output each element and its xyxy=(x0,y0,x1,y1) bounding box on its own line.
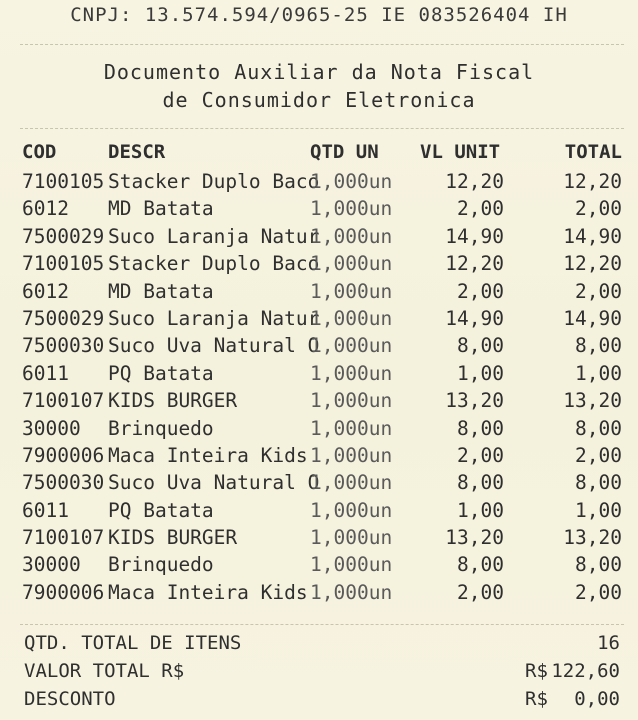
item-quantity: 1,000un xyxy=(310,416,393,440)
table-row xyxy=(0,417,638,444)
item-code: 7500029 xyxy=(22,224,105,248)
item-code: 7100107 xyxy=(22,526,105,550)
total-value-amount: 122,60 xyxy=(551,660,620,682)
separator xyxy=(20,128,624,129)
item-total: 13,20 xyxy=(563,389,622,413)
item-total: 8,00 xyxy=(575,416,622,440)
total-value-label: VALOR TOTAL R$ xyxy=(24,660,185,682)
table-row xyxy=(0,280,638,307)
item-unit-price: 8,00 xyxy=(457,416,504,440)
item-quantity: 1,000un xyxy=(310,252,393,276)
item-unit-price: 1,00 xyxy=(457,361,504,385)
item-unit-price: 2,00 xyxy=(457,443,504,467)
item-total: 12,20 xyxy=(563,170,622,193)
table-row xyxy=(0,471,638,498)
item-total: 2,00 xyxy=(575,443,622,467)
item-quantity: 1,000un xyxy=(310,580,393,604)
item-unit-price: 8,00 xyxy=(457,553,504,577)
item-description: Maca Inteira Kids xyxy=(108,580,308,604)
item-unit-price: 1,00 xyxy=(457,498,504,522)
item-unit-price: 13,20 xyxy=(445,389,504,413)
item-description: MD Batata xyxy=(108,197,214,221)
item-total: 2,00 xyxy=(575,580,622,604)
item-total: 13,20 xyxy=(563,526,622,550)
item-quantity: 1,000un xyxy=(310,279,393,303)
item-total: 14,90 xyxy=(563,306,622,330)
table-row xyxy=(0,307,638,334)
item-description: Maca Inteira Kids xyxy=(108,443,308,467)
item-unit-price: 14,90 xyxy=(445,306,504,330)
item-unit-price: 8,00 xyxy=(457,334,504,358)
item-code: 7500030 xyxy=(22,471,105,495)
table-row xyxy=(0,389,638,416)
item-list xyxy=(0,170,638,608)
item-code: 7500030 xyxy=(22,334,105,358)
item-quantity: 1,000un xyxy=(310,197,393,221)
item-unit-price: 2,00 xyxy=(457,580,504,604)
discount-currency: R$ xyxy=(525,688,548,710)
item-quantity: 1,000un xyxy=(310,334,393,358)
table-row xyxy=(0,581,638,608)
doc-title-line-2: de Consumidor Eletronica xyxy=(162,88,476,112)
table-row xyxy=(0,225,638,252)
item-quantity: 1,000un xyxy=(310,471,393,495)
column-header-descr: DESCR xyxy=(108,141,166,163)
item-total: 1,00 xyxy=(575,361,622,385)
item-description: MD Batata xyxy=(108,279,214,303)
item-code: 7100105 xyxy=(22,252,105,276)
item-description: Stacker Duplo Baco xyxy=(108,170,320,193)
item-total: 12,20 xyxy=(563,252,622,276)
item-total: 2,00 xyxy=(575,279,622,303)
column-header-unit: VL UNIT xyxy=(420,141,501,163)
table-row xyxy=(0,197,638,224)
table-row xyxy=(0,362,638,389)
separator xyxy=(20,624,624,625)
item-quantity: 1,000un xyxy=(310,170,393,193)
item-quantity: 1,000un xyxy=(310,306,393,330)
item-quantity: 1,000un xyxy=(310,498,393,522)
item-description: PQ Batata xyxy=(108,361,214,385)
column-header-cod: COD xyxy=(22,141,57,163)
table-row xyxy=(0,553,638,580)
total-value-row xyxy=(0,660,638,688)
table-header xyxy=(0,141,638,167)
item-code: 6012 xyxy=(22,197,69,221)
item-unit-price: 12,20 xyxy=(445,170,504,193)
total-items-value: 16 xyxy=(597,632,620,654)
item-code: 6011 xyxy=(22,498,69,522)
item-total: 14,90 xyxy=(563,224,622,248)
total-value-currency: R$ xyxy=(525,660,548,682)
item-quantity: 1,000un xyxy=(310,389,393,413)
item-description: KIDS BURGER xyxy=(108,389,238,413)
item-code: 6012 xyxy=(22,279,69,303)
item-total: 8,00 xyxy=(575,334,622,358)
item-description: KIDS BURGER xyxy=(108,526,238,550)
item-description: Stacker Duplo Baco xyxy=(108,252,320,276)
item-unit-price: 2,00 xyxy=(457,279,504,303)
item-code: 30000 xyxy=(22,553,81,577)
item-code: 7900006 xyxy=(22,443,105,467)
total-items-label: QTD. TOTAL DE ITENS xyxy=(24,632,242,654)
table-row xyxy=(0,170,638,197)
item-total: 1,00 xyxy=(575,498,622,522)
item-unit-price: 14,90 xyxy=(445,224,504,248)
item-unit-price: 2,00 xyxy=(457,197,504,221)
item-quantity: 1,000un xyxy=(310,361,393,385)
item-code: 7900006 xyxy=(22,580,105,604)
table-row xyxy=(0,334,638,361)
column-header-qtd: QTD UN xyxy=(310,141,379,163)
item-description: PQ Batata xyxy=(108,498,214,522)
item-description: Brinquedo xyxy=(108,553,214,577)
item-description: Suco Laranja Natur xyxy=(108,306,320,330)
item-description: Suco Uva Natural O xyxy=(108,334,320,358)
item-unit-price: 8,00 xyxy=(457,471,504,495)
total-items-row xyxy=(0,632,638,660)
cnpj-line: CNPJ: 13.574.594/0965-25 IE 083526404 IH xyxy=(70,4,568,26)
doc-title-line-1: Documento Auxiliar da Nota Fiscal xyxy=(103,60,535,84)
table-row xyxy=(0,444,638,471)
item-quantity: 1,000un xyxy=(310,526,393,550)
separator xyxy=(20,44,624,45)
table-row xyxy=(0,499,638,526)
item-code: 6011 xyxy=(22,361,69,385)
item-total: 2,00 xyxy=(575,197,622,221)
item-code: 7100105 xyxy=(22,170,105,193)
item-code: 7100107 xyxy=(22,389,105,413)
discount-row xyxy=(0,688,638,716)
table-row xyxy=(0,526,638,553)
table-row xyxy=(0,252,638,279)
item-unit-price: 12,20 xyxy=(445,252,504,276)
item-quantity: 1,000un xyxy=(310,443,393,467)
item-code: 7500029 xyxy=(22,306,105,330)
item-quantity: 1,000un xyxy=(310,224,393,248)
item-description: Suco Laranja Natur xyxy=(108,224,320,248)
item-description: Suco Uva Natural O xyxy=(108,471,320,495)
item-total: 8,00 xyxy=(575,471,622,495)
item-unit-price: 13,20 xyxy=(445,526,504,550)
item-total: 8,00 xyxy=(575,553,622,577)
item-description: Brinquedo xyxy=(108,416,214,440)
discount-label: DESCONTO xyxy=(24,688,116,710)
column-header-total: TOTAL xyxy=(564,141,622,163)
item-quantity: 1,000un xyxy=(310,553,393,577)
item-code: 30000 xyxy=(22,416,81,440)
discount-amount: 0,00 xyxy=(574,688,620,710)
